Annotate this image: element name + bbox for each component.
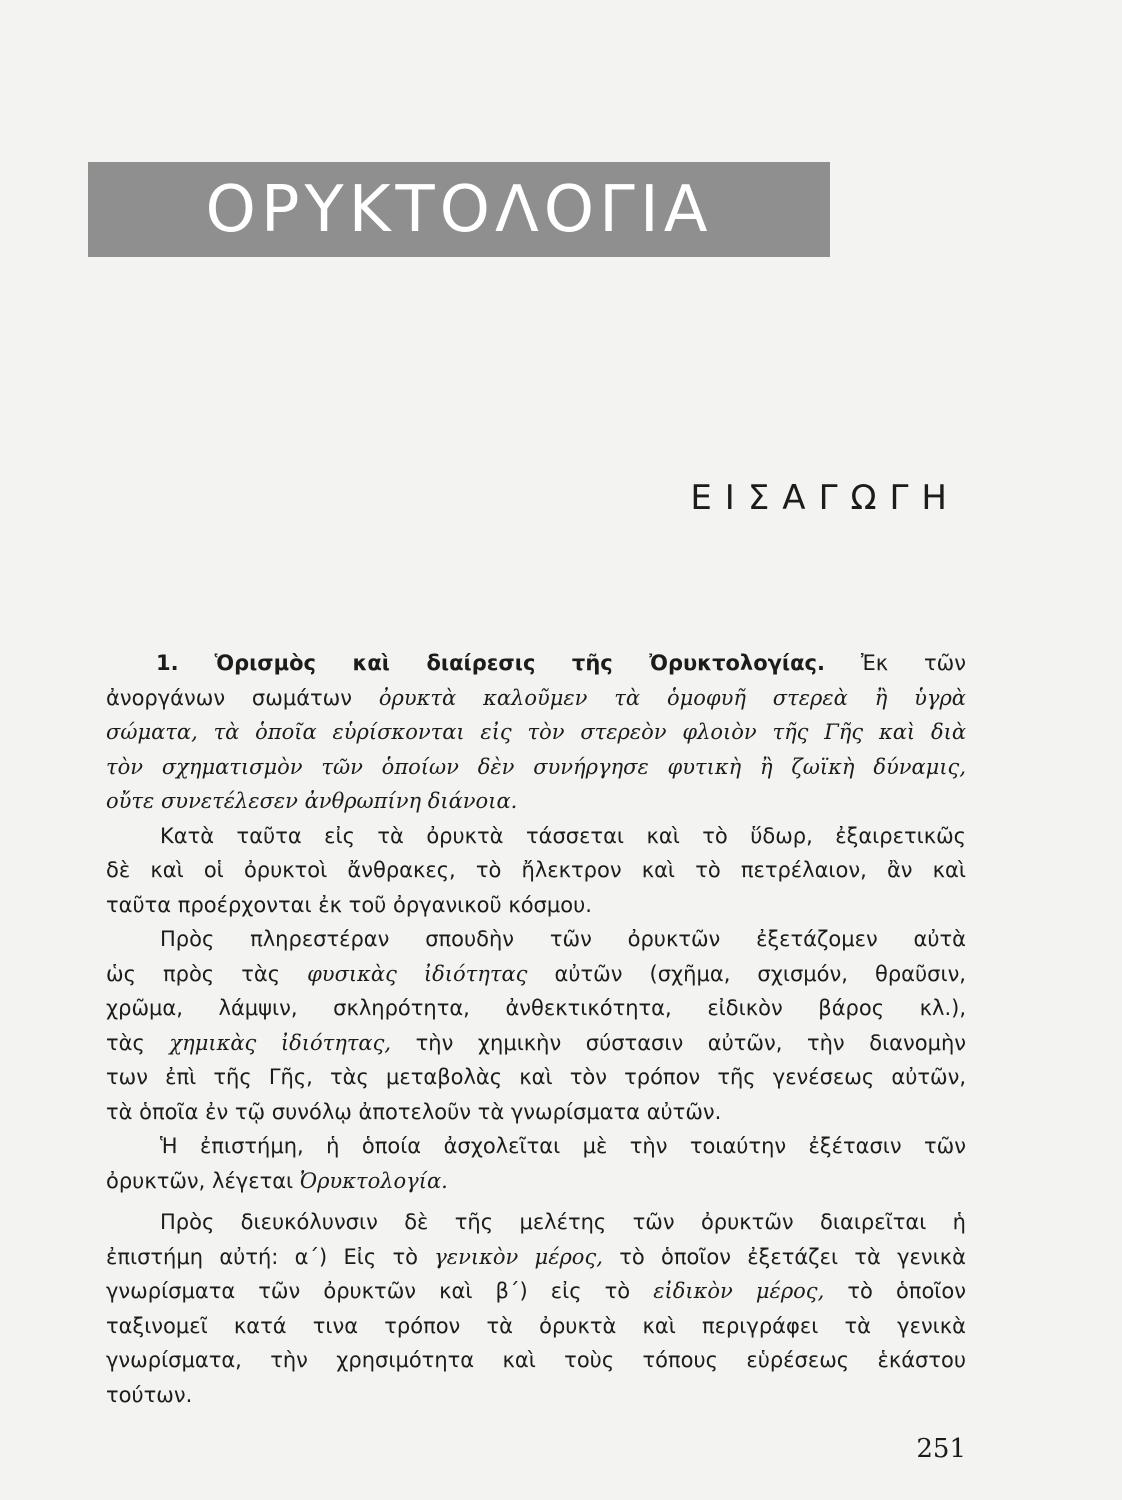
- body-text: [106, 646, 966, 1412]
- paragraph-line: ὡς πρὸς τὰς φυσικὰς ἰδιότητας αὐτῶν (σχῆμα, σχισμόν, θραῦσιν,: [106, 961, 966, 986]
- paragraph-line: τὸν σχηματισμὸν τῶν ὁποίων δὲν συνήργησε φυτικὴ ἢ ζωϊκὴ δύναμις,: [106, 754, 966, 779]
- section-number: 1.: [156, 651, 179, 675]
- paragraph-line: των ἐπὶ τῆς Γῆς, τὰς μεταβολὰς καὶ τὸν τρόπον τῆς γενέσεως αὐτῶν,: [106, 1065, 966, 1089]
- paragraph-line: τὰ ὁποῖα ἐν τῷ συνόλῳ ἀποτελοῦν τὰ γνωρίσματα αὐτῶν.: [106, 1099, 722, 1124]
- chapter-title: ΟΡΥΚΤΟΛΟΓΙΑ: [205, 172, 713, 247]
- paragraph-line: χρῶμα, λάμψιν, σκληρότητα, ἀνθεκτικότητα, εἰδικὸν βάρος κλ.),: [106, 996, 966, 1020]
- paragraph-line: 1. Ὁρισμὸς καὶ διαίρεσις τῆς Ὀρυκτολογίας. Ἐκ τῶν: [156, 651, 966, 675]
- paragraph-line: Πρὸς διευκόλυνσιν δὲ τῆς μελέτης τῶν ὀρυκτῶν διαιρεῖται ἡ: [160, 1210, 966, 1234]
- paragraph-line: οὔτε συνετέλεσεν ἀνθρωπίνη διάνοια.: [106, 789, 518, 813]
- paragraph-line: Κατὰ ταῦτα εἰς τὰ ὀρυκτὰ τάσσεται καὶ τὸ ὕδωρ, ἐξαιρετικῶς: [160, 823, 966, 848]
- paragraph-line: τὰς χημικὰς ἰδιότητας, τὴν χημικὴν σύστασιν αὐτῶν, τὴν διανομὴν: [106, 1030, 966, 1055]
- paragraph-line: Πρὸς πληρεστέραν σπουδὴν τῶν ὀρυκτῶν ἐξετάζομεν αὐτὰ: [160, 927, 966, 951]
- paragraph-line: ὀρυκτῶν, λέγεται Ὀρυκτολογία.: [106, 1168, 448, 1193]
- paragraph-line: ταξινομεῖ κατά τινα τρόπον τὰ ὀρυκτὰ καὶ περιγράφει τὰ γενικὰ: [106, 1313, 966, 1338]
- paragraph-line: ταῦτα προέρχονται ἐκ τοῦ ὀργανικοῦ κόσμου.: [106, 892, 592, 917]
- paragraph-line: γνωρίσματα, τὴν χρησιμότητα καὶ τοὺς τόπους εὑρέσεως ἑκάστου: [106, 1348, 966, 1372]
- paragraph-line: δὲ καὶ οἱ ὀρυκτοὶ ἄνθρακες, τὸ ἤλεκτρον καὶ τὸ πετρέλαιον, ἂν καὶ: [106, 858, 966, 882]
- paragraph-line: τούτων.: [106, 1382, 193, 1407]
- section-heading: Ὁρισμὸς καὶ διαίρεσις τῆς Ὀρυκτολογίας.: [214, 651, 825, 675]
- paragraph-line: ἐπιστήμη αὐτή: α΄) Εἰς τὸ γενικὸν μέρος, τὸ ὁποῖον ἐξετάζει τὰ γενικὰ: [106, 1244, 966, 1269]
- section-subtitle: ΕΙΣΑΓΩΓΗ: [690, 478, 960, 518]
- paragraph-line: Ἡ ἐπιστήμη, ἡ ὁποία ἀσχολεῖται μὲ τὴν τοιαύτην ἐξέτασιν τῶν: [160, 1134, 966, 1158]
- page-number: 251: [916, 1434, 966, 1464]
- chapter-title-band: [88, 162, 830, 257]
- paragraph-line: ἀνοργάνων σωμάτων ὀρυκτὰ καλοῦμεν τὰ ὁμοφυῆ στερεὰ ἢ ὑγρὰ: [106, 685, 966, 710]
- paragraph-line: σώματα, τὰ ὁποῖα εὑρίσκονται εἰς τὸν στερεὸν φλοιὸν τῆς Γῆς καὶ διὰ: [106, 720, 966, 744]
- paragraph-line: γνωρίσματα τῶν ὀρυκτῶν καὶ β΄) εἰς τὸ εἰδικὸν μέρος, τὸ ὁποῖον: [106, 1279, 966, 1303]
